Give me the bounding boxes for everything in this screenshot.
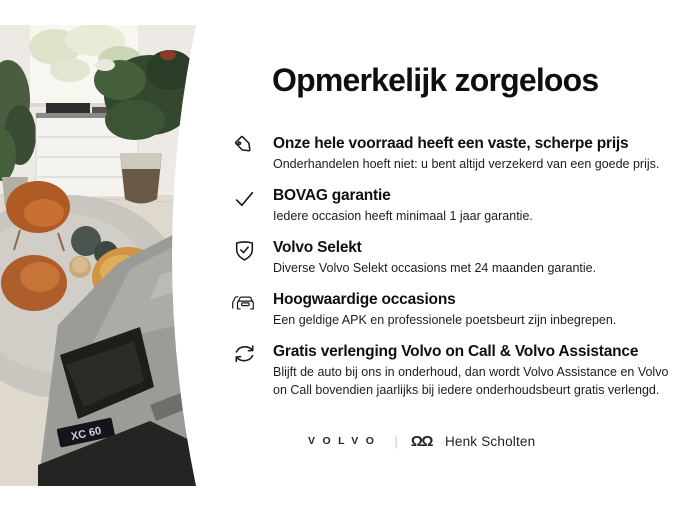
license-plate: XC 60 xyxy=(70,424,103,444)
feature-description: Onderhandelen hoeft niet: u bent altijd verzekerd van een goede prijs. xyxy=(273,157,660,171)
feature-title: BOVAG garantie xyxy=(273,187,391,204)
feature-description: Blijft de auto bij ons in onderhoud, dan wordt Volvo Assistance en Volvo on Call bovendien jaarlijks bij iedere onderhoudsbeurt gratis verlengd. xyxy=(273,365,669,397)
brand-footer xyxy=(308,430,535,452)
showroom-photo xyxy=(0,25,196,486)
cars-icon xyxy=(231,289,257,315)
showroom-photo-illustration xyxy=(0,25,196,486)
feature-item-volvo-selekt xyxy=(231,238,677,277)
feature-description: Diverse Volvo Selekt occasions met 24 maanden garantie. xyxy=(273,261,597,275)
feature-title: Onze hele voorraad heeft een vaste, scherpe prijs xyxy=(273,135,629,152)
feature-item-fixed-price xyxy=(231,134,677,173)
feature-item-bovag xyxy=(231,186,677,225)
footer-divider: | xyxy=(394,433,398,449)
volvo-wordmark: VOLVO xyxy=(308,435,382,447)
page-title: Opmerkelijk zorgeloos xyxy=(272,62,599,98)
feature-description: Iedere occasion heeft minimaal 1 jaar garantie. xyxy=(273,209,533,223)
shield-check-icon xyxy=(231,237,257,263)
checkmark-icon xyxy=(231,185,257,211)
feature-description: Een geldige APK en professionele poetsbeurt zijn inbegrepen. xyxy=(273,313,617,327)
feature-title: Gratis verlenging Volvo on Call & Volvo Assistance xyxy=(273,343,639,360)
feature-item-renewal xyxy=(231,342,677,399)
feature-list xyxy=(231,134,677,412)
feature-title: Hoogwaardige occasions xyxy=(273,291,456,308)
dealer-name: Henk Scholten xyxy=(444,433,536,449)
feature-title: Volvo Selekt xyxy=(273,239,362,256)
price-tag-icon xyxy=(231,133,257,159)
henk-scholten-logo-icon: ΩΩ xyxy=(410,432,432,450)
renew-arrows-icon xyxy=(231,341,257,367)
feature-item-occasions xyxy=(231,290,677,329)
